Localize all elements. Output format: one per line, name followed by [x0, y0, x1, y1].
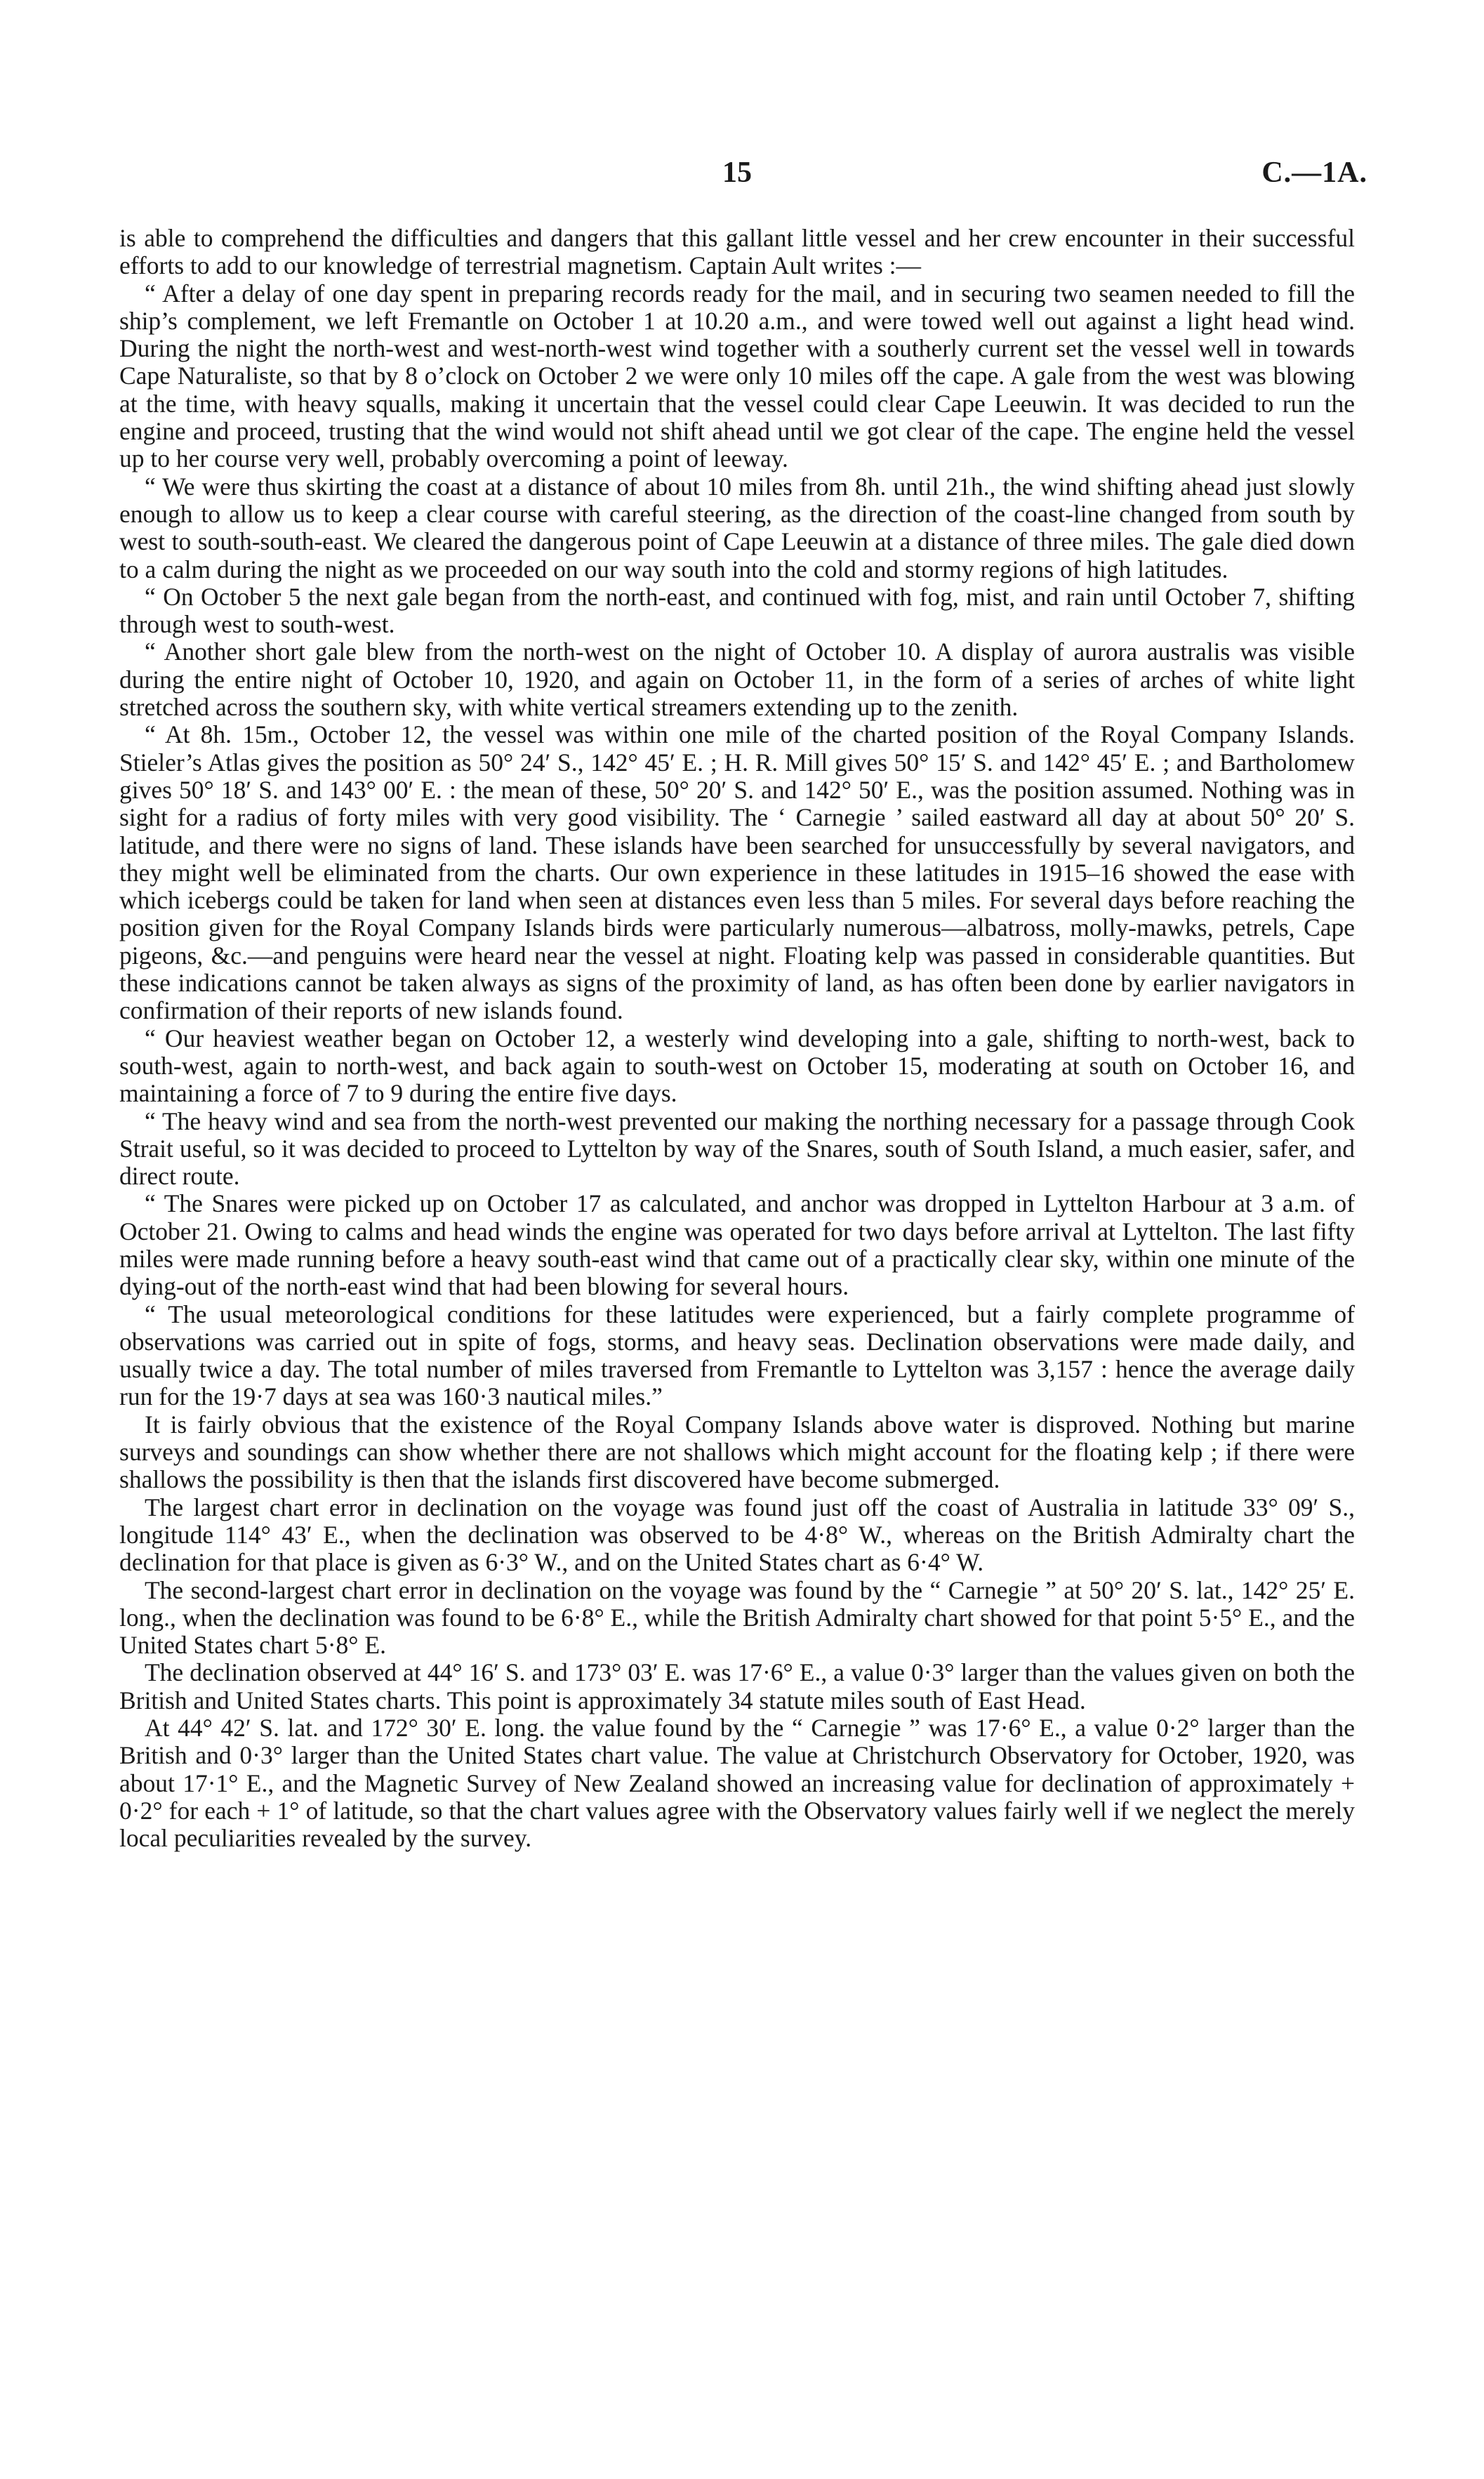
paragraph: It is fairly obvious that the existence of the Royal Company Islands above water is disproved. Nothing but marine surveys and soundings can show whether there are not shallows which might account for the floating kelp ; if there were shallows the possibility is then that the islands first discovered have become submerged.	[119, 1410, 1355, 1494]
paragraph: The second-largest chart error in declination on the voyage was found by the “ Carnegie ” at 50° 20′ S. lat., 142° 25′ E. long., when the declination was found to be 6·8° E., while the British Admiralty chart showed for that point 5·5° E., and the United States chart 5·8° E.	[119, 1575, 1355, 1660]
paragraph: The largest chart error in declination on the voyage was found just off the coast of Australia in latitude 33° 09′ S., longitude 114° 43′ E., when the declination was observed to be 4·8° W., whereas on the British Admiralty chart the declination for that place is given as 6·3° W., and on the United States chart as 6·4° W.	[119, 1493, 1355, 1577]
paragraph: “ At 8h. 15m., October 12, the vessel was within one mile of the charted position of the Royal Company Islands. Stieler’s Atlas gives the position as 50° 24′ S., 142° 45′ E. ; H. R. Mill gives 50° 15′ S. and 142° 45′ E. ; and Bartholomew gives 50° 18′ S. and 143° 00′ E. : the mean of these, 50° 20′ S. and 142° 50′ E., was the position assumed. Nothing was in sight for a radius of forty miles with very good visibility. The ‘ Carnegie ’ sailed eastward all day at about 50° 20′ S. latitude, and there were no signs of land. These islands have been searched for unsuccessfully by several navigators, and they might well be eliminated from the charts. Our own experience in these latitudes in 1915–16 showed the ease with which icebergs could be taken for land when seen at distances even less than 5 miles. For several days before reaching the position given for the Royal Company Islands birds were particularly numerous—albatross, molly-mawks, petrels, Cape pigeons, &c.—and penguins were heard near the vessel at night. Floating kelp was passed in considerable quantities. But these indications cannot be taken always as signs of the proximity of land, as has often been done by earlier navigators in confirmation of their reports of new islands found.	[119, 720, 1355, 1025]
paragraph: “ After a delay of one day spent in preparing records ready for the mail, and in securing two seamen needed to fill the ship’s complement, we left Fremantle on October 1 at 10.20 a.m., and were towed well out against a light head wind. During the night the north-west and west-north-west wind together with a southerly current set the vessel well in towards Cape Naturaliste, so that by 8 o’clock on October 2 we were only 10 miles off the cape. A gale from the west was blowing at the time, with heavy squalls, making it uncertain that the vessel could clear Cape Leeuwin. It was decided to run the engine and proceed, trusting that the wind would not shift ahead until we got clear of the cape. The engine held the vessel up to her course very well, probably overcoming a point of leeway.	[119, 279, 1355, 473]
paragraph: “ Another short gale blew from the north-west on the night of October 10. A display of aurora australis was visible during the entire night of October 10, 1920, and again on October 11, in the form of a series of arches of white light stretched across the southern sky, with white vertical streamers extending up to the zenith.	[119, 637, 1355, 722]
paragraph: “ The heavy wind and sea from the north-west prevented our making the northing necessary for a passage through Cook Strait useful, so it was decided to proceed to Lyttelton by way of the Snares, south of South Island, a much easier, safer, and direct route.	[119, 1106, 1355, 1191]
paragraph: “ The Snares were picked up on October 17 as calculated, and anchor was dropped in Lyttelton Harbour at 3 a.m. of October 21. Owing to calms and head winds the engine was operated for two days before arrival at Lyttelton. The last fifty miles were made running before a heavy south-east wind that came out of a practically clear sky, within one minute of the dying-out of the north-east wind that had been blowing for several hours.	[119, 1189, 1355, 1301]
paragraph: “ The usual meteorological conditions for these latitudes were experienced, but a fairly complete programme of observations was carried out in spite of fogs, storms, and heavy seas. Declination observations were made daily, and usually twice a day. The total number of miles traversed from Fremantle to Lyttelton was 3,157 : hence the average daily run for the 19·7 days at sea was 160·3 nautical miles.”	[119, 1300, 1355, 1411]
page-header	[119, 156, 1367, 198]
document-reference: C.—1A.	[1261, 157, 1367, 189]
paragraph: “ We were thus skirting the coast at a distance of about 10 miles from 8h. until 21h., the wind shifting ahead just slowly enough to allow us to keep a clear course with careful steering, as the direction of the coast-line changed from south by west to south-south-east. We cleared the dangerous point of Cape Leeuwin at a distance of three miles. The gale died down to a calm during the night as we proceeded on our way south into the cold and stormy regions of high latitudes.	[119, 472, 1355, 583]
paragraph: “ On October 5 the next gale began from the north-east, and continued with fog, mist, and rain until October 7, shifting through west to south-west.	[119, 582, 1355, 639]
body-text	[119, 225, 1355, 1853]
paragraph: At 44° 42′ S. lat. and 172° 30′ E. long. the value found by the “ Carnegie ” was 17·6° E., a value 0·2° larger than the British and 0·3° larger than the United States chart value. The value at Christchurch Observatory for October, 1920, was about 17·1° E., and the Magnetic Survey of New Zealand showed an increasing value for declination of approximately + 0·2° for each + 1° of latitude, so that the chart values agree with the Observatory values fairly well if we neglect the merely local peculiarities revealed by the survey.	[119, 1714, 1355, 1853]
paragraph: The declination observed at 44° 16′ S. and 173° 03′ E. was 17·6° E., a value 0·3° larger than the values given on both the British and United States charts. This point is approximately 34 statute miles south of East Head.	[119, 1658, 1355, 1714]
page-number: 15	[722, 157, 752, 189]
paragraph: is able to comprehend the difficulties and dangers that this gallant little vessel and her crew encounter in their successful efforts to add to our knowledge of terrestrial magnetism. Captain Ault writes :—	[119, 224, 1355, 280]
paragraph: “ Our heaviest weather began on October 12, a westerly wind developing into a gale, shifting to north-west, back to south-west, again to north-west, and back again to south-west on October 15, moderating at south on October 16, and maintaining a force of 7 to 9 during the entire five days.	[119, 1024, 1355, 1108]
